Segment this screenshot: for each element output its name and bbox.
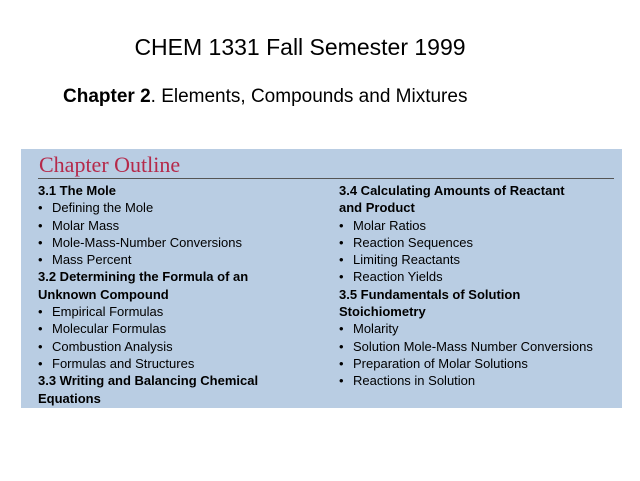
chapter-label: Chapter 2: [63, 86, 151, 107]
section-heading: Unknown Compound: [38, 286, 169, 302]
outline-item-label: Defining the Mole: [52, 200, 154, 216]
outline-item-label: Reaction Yields: [353, 269, 443, 285]
outline-item: [339, 372, 629, 389]
outline-item: [38, 355, 328, 372]
outline-left-column: [38, 182, 328, 407]
slide-title: CHEM 1331 Fall Semester 1999: [134, 34, 466, 60]
section-heading: Equations: [38, 390, 101, 406]
bullet-icon: •: [339, 373, 344, 389]
outline-item-label: Mole-Mass-Number Conversions: [52, 234, 242, 250]
section-heading: Stoichiometry: [339, 304, 426, 320]
outline-item: [38, 217, 328, 234]
slide-subtitle: [63, 86, 467, 108]
bullet-icon: •: [38, 200, 43, 216]
bullet-icon: •: [339, 269, 344, 285]
bullet-icon: •: [339, 321, 344, 337]
outline-item-label: Reactions in Solution: [353, 373, 476, 389]
bullet-icon: •: [339, 355, 344, 371]
outline-item-label: Molar Ratios: [353, 217, 426, 233]
section-heading: 3.1 The Mole: [38, 183, 117, 198]
section-heading: 3.3 Writing and Balancing Chemical: [38, 373, 259, 389]
chapter-outline-heading: Chapter Outline: [39, 152, 181, 177]
outline-item: [38, 338, 328, 355]
outline-item-label: Combustion Analysis: [52, 338, 173, 354]
outline-item-label: Molarity: [353, 321, 399, 337]
bullet-icon: •: [38, 355, 43, 371]
outline-item: [38, 320, 328, 337]
outline-item: [339, 251, 629, 268]
outline-item-label: Molar Mass: [52, 217, 120, 233]
outline-item-label: Limiting Reactants: [353, 252, 460, 268]
outline-item: [339, 234, 629, 251]
outline-item: [38, 303, 328, 320]
outline-item-label: Empirical Formulas: [52, 304, 164, 320]
outline-item: [339, 355, 629, 372]
outline-item-label: Mass Percent: [52, 252, 132, 268]
bullet-icon: •: [38, 234, 43, 250]
outline-right-column: [339, 182, 629, 390]
outline-item: [339, 320, 629, 337]
outline-item: [38, 199, 328, 216]
outline-item: [339, 217, 629, 234]
bullet-icon: •: [339, 338, 344, 354]
bullet-icon: •: [38, 304, 43, 320]
heading-divider: [38, 178, 614, 179]
chapter-topic: . Elements, Compounds and Mixtures: [150, 86, 468, 107]
section-heading: 3.5 Fundamentals of Solution: [339, 286, 521, 302]
section-heading: 3.4 Calculating Amounts of Reactant: [339, 183, 565, 198]
outline-item: [339, 268, 629, 285]
outline-item-label: Reaction Sequences: [353, 234, 473, 250]
outline-item: [38, 234, 328, 251]
bullet-icon: •: [339, 234, 344, 250]
chapter-outline-panel: [21, 149, 622, 408]
outline-item-label: Molecular Formulas: [52, 321, 167, 337]
bullet-icon: •: [38, 338, 43, 354]
outline-item-label: Preparation of Molar Solutions: [353, 355, 528, 371]
bullet-icon: •: [339, 217, 344, 233]
outline-item-label: Solution Mole-Mass Number Conversions: [353, 338, 593, 354]
section-heading: and Product: [339, 200, 415, 216]
outline-item: [38, 251, 328, 268]
bullet-icon: •: [339, 252, 344, 268]
outline-item-label: Formulas and Structures: [52, 355, 195, 371]
section-heading: 3.2 Determining the Formula of an: [38, 269, 249, 285]
bullet-icon: •: [38, 252, 43, 268]
bullet-icon: •: [38, 217, 43, 233]
outline-item: [339, 338, 629, 355]
bullet-icon: •: [38, 321, 43, 337]
